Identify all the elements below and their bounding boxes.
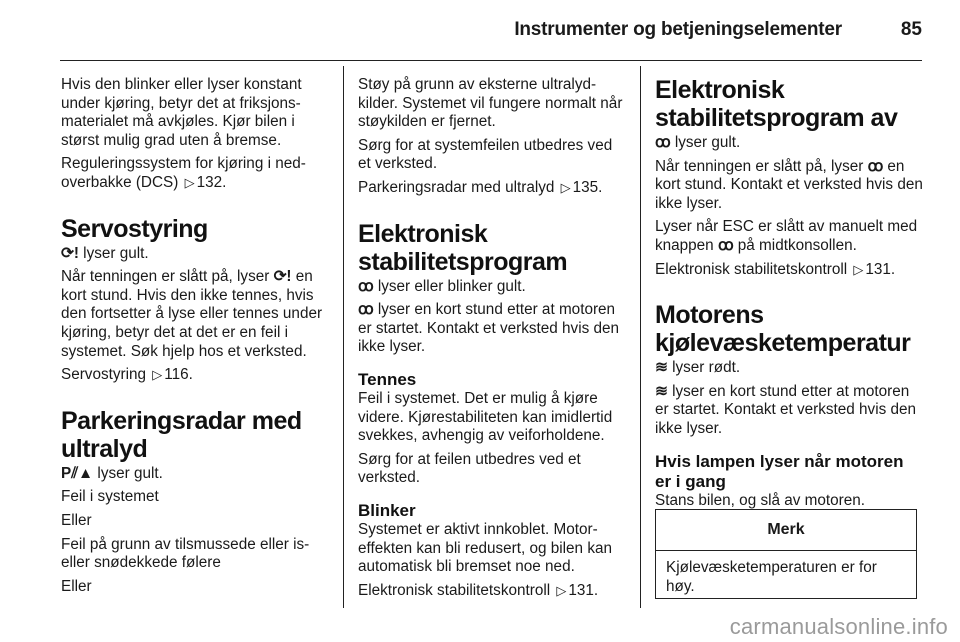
page-ref[interactable]: 116.: [164, 366, 193, 384]
column-divider: [343, 66, 344, 608]
ref-arrow-icon[interactable]: ▷: [184, 174, 195, 190]
esc-off-icon: ꝏ: [867, 157, 884, 175]
paragraph: ꝏ lyser en kort stund etter at motoren er startet. Kontakt et verksted hvis den ikke lyser.: [358, 301, 620, 356]
header-divider: [60, 60, 922, 61]
chapter-title: Instrumenter og betjeningselementer: [514, 19, 842, 40]
section-heading: Servostyring: [61, 214, 208, 243]
paragraph: Elektronisk stabilitetskontroll ▷ 131.: [655, 260, 896, 278]
parking-radar-icon: P⫽▲: [61, 464, 94, 482]
paragraph: Når tenningen er slått på, lyser ꝏ en kort stund. Kontakt et verksted hvis den ikke lyser.: [655, 157, 923, 212]
power-steering-icon: ⟳!: [273, 268, 292, 286]
paragraph: Hvis den blinker eller lyser konstant under kjøring, betyr det at friksjonsmaterialet må avkjøles. Kjør bilen i størst mulig grad uten å bremse.: [61, 76, 302, 149]
subsection-heading: Hvis lampen lyser når motoren er i gang: [655, 451, 904, 491]
paragraph: Når tenningen er slått på, lyser ⟳! en kort stund. Hvis den ikke tennes, hvis den fortsetter å lyse eller tennes under kjøring, betyr det at det er en feil i systemet. Søk hjelp hos et verksted.: [61, 268, 323, 360]
ref-arrow-icon[interactable]: ▷: [560, 179, 571, 195]
page-ref[interactable]: 135.: [572, 178, 603, 196]
section-heading: Elektronisk stabilitetsprogram av: [655, 76, 898, 132]
paragraph: Sørg for at feilen utbedres ved et verksted.: [358, 450, 581, 487]
paragraph: Eller: [61, 511, 92, 529]
paragraph: ꝏ lyser gult.: [655, 134, 741, 151]
paragraph: ꝏ lyser eller blinker gult.: [358, 277, 526, 295]
section-heading: Motorens kjølevæsketemperatur: [655, 301, 911, 358]
watermark: carmanualsonline.info: [729, 614, 948, 639]
ref-arrow-icon[interactable]: ▷: [853, 261, 864, 277]
esc-off-icon: ꝏ: [717, 236, 734, 254]
paragraph: ≋ lyser rødt.: [655, 359, 741, 377]
paragraph: Stans bilen, og slå av motoren.: [655, 491, 866, 509]
page-ref[interactable]: 131.: [568, 581, 599, 599]
paragraph: ⟳! lyser gult.: [61, 244, 149, 262]
paragraph: Servostyring ▷ 116.: [61, 366, 193, 384]
page-ref[interactable]: 131.: [865, 260, 896, 278]
note-title: Merk: [656, 510, 916, 551]
section-heading: Elektronisk stabilitetsprogram: [358, 219, 568, 276]
section-heading: Parkeringsradar med ultralyd: [61, 406, 302, 463]
esc-off-icon: ꝏ: [655, 134, 671, 151]
paragraph: Sørg for at systemfeilen utbedres ved et verksted.: [358, 136, 613, 173]
paragraph: Elektronisk stabilitetskontroll ▷ 131.: [358, 581, 599, 599]
paragraph: Støy på grunn av eksterne ultralydkilder. Systemet vil fungere normalt når støykilden er fjernet.: [358, 76, 623, 131]
ref-arrow-icon[interactable]: ▷: [152, 367, 163, 383]
column-divider: [640, 66, 641, 608]
paragraph: Lyser når ESC er slått av manuelt med knappen ꝏ på midtkonsollen.: [655, 218, 918, 254]
paragraph: Parkeringsradar med ultralyd ▷ 135.: [358, 178, 603, 196]
paragraph: ≋ lyser en kort stund etter at motoren er startet. Kontakt et verksted hvis den ikke lyser.: [655, 382, 917, 437]
esc-icon: ꝏ: [358, 277, 374, 295]
page-header: [0, 0, 960, 60]
column-3: [655, 76, 923, 515]
subsection-heading: Blinker: [358, 500, 416, 520]
note-body: Kjølevæsketemperaturen er for høy.: [666, 559, 877, 595]
power-steering-icon: ⟳!: [61, 244, 79, 262]
page-ref[interactable]: 132.: [196, 173, 227, 191]
note-box: [655, 509, 917, 599]
paragraph: Reguleringssystem for kjøring i nedoverbakke (DCS) ▷ 132.: [61, 155, 306, 191]
coolant-temp-icon: ≋: [655, 382, 668, 400]
subsection-heading: Tennes: [358, 369, 417, 389]
column-2: [358, 76, 626, 605]
paragraph: P⫽▲ lyser gult.: [61, 464, 163, 482]
column-1: [61, 76, 329, 601]
ref-arrow-icon[interactable]: ▷: [556, 582, 567, 598]
paragraph: Feil i systemet: [61, 488, 159, 506]
paragraph: Eller: [61, 577, 92, 595]
coolant-temp-icon: ≋: [655, 359, 668, 377]
esc-icon: ꝏ: [358, 301, 374, 319]
paragraph: Systemet er aktivt innkoblet. Motoreffekten kan bli redusert, og bilen kan automatisk bli bremset noe ned.: [358, 520, 612, 576]
paragraph: Feil på grunn av tilsmussede eller iseller snødekkede følere: [61, 535, 310, 572]
paragraph: Feil i systemet. Det er mulig å kjøre videre. Kjørestabiliteten kan imidlertid svekkes, avhengig av veiforholdene.: [358, 389, 613, 445]
page-number: 85: [900, 19, 922, 40]
